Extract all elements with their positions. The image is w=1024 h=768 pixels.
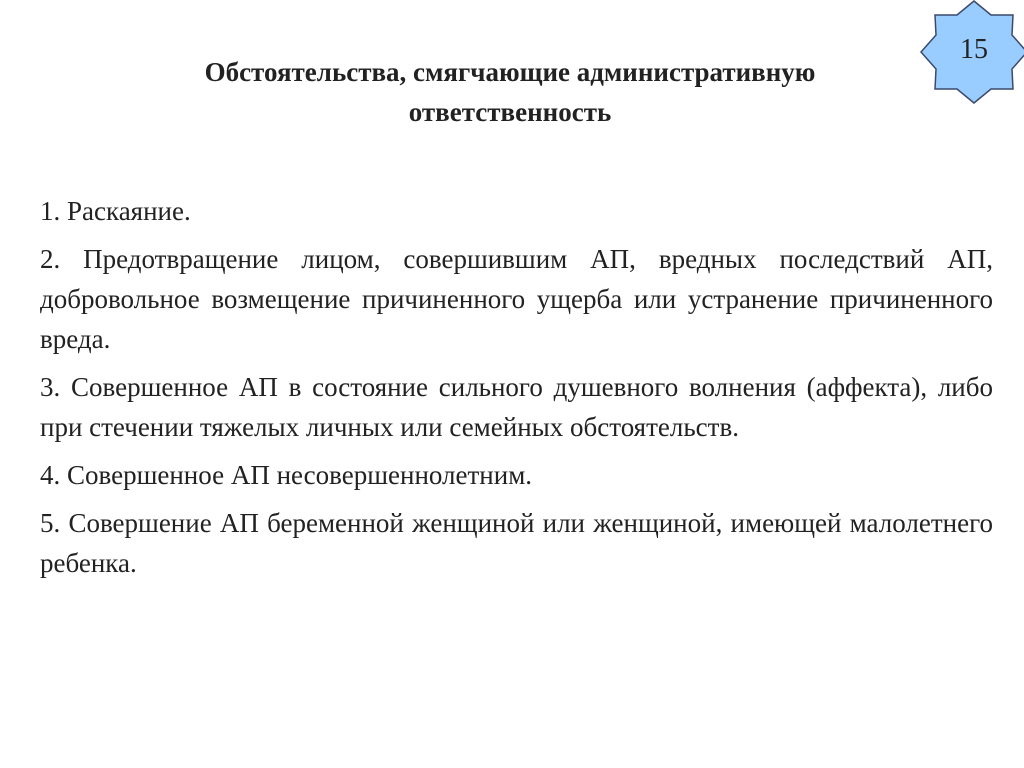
list-item: 3. Совершенное АП в состояние сильного душевного волнения (аффекта), либо при стечении тяжелых личных или семейных обстоятельств. — [40, 372, 993, 442]
list-item: 5. Совершение АП беременной женщиной или женщиной, имеющей малолетнего ребенка. — [40, 508, 993, 578]
list-item: 1. Раскаяние. — [40, 196, 191, 226]
slide-title: Обстоятельства, смягчающие административную ответственность — [204, 57, 816, 127]
page-number-badge — [916, 0, 1024, 104]
mitigating-circumstances-list — [40, 191, 993, 591]
list-item: 4. Совершенное АП несовершеннолетним. — [40, 460, 533, 490]
page-number: 15 — [960, 34, 988, 65]
list-item: 2. Предотвращение лицом, совершившим АП, вредных последствий АП, добровольное возмещение причиненного ущерба или устранение причиненного вреда. — [40, 244, 993, 354]
